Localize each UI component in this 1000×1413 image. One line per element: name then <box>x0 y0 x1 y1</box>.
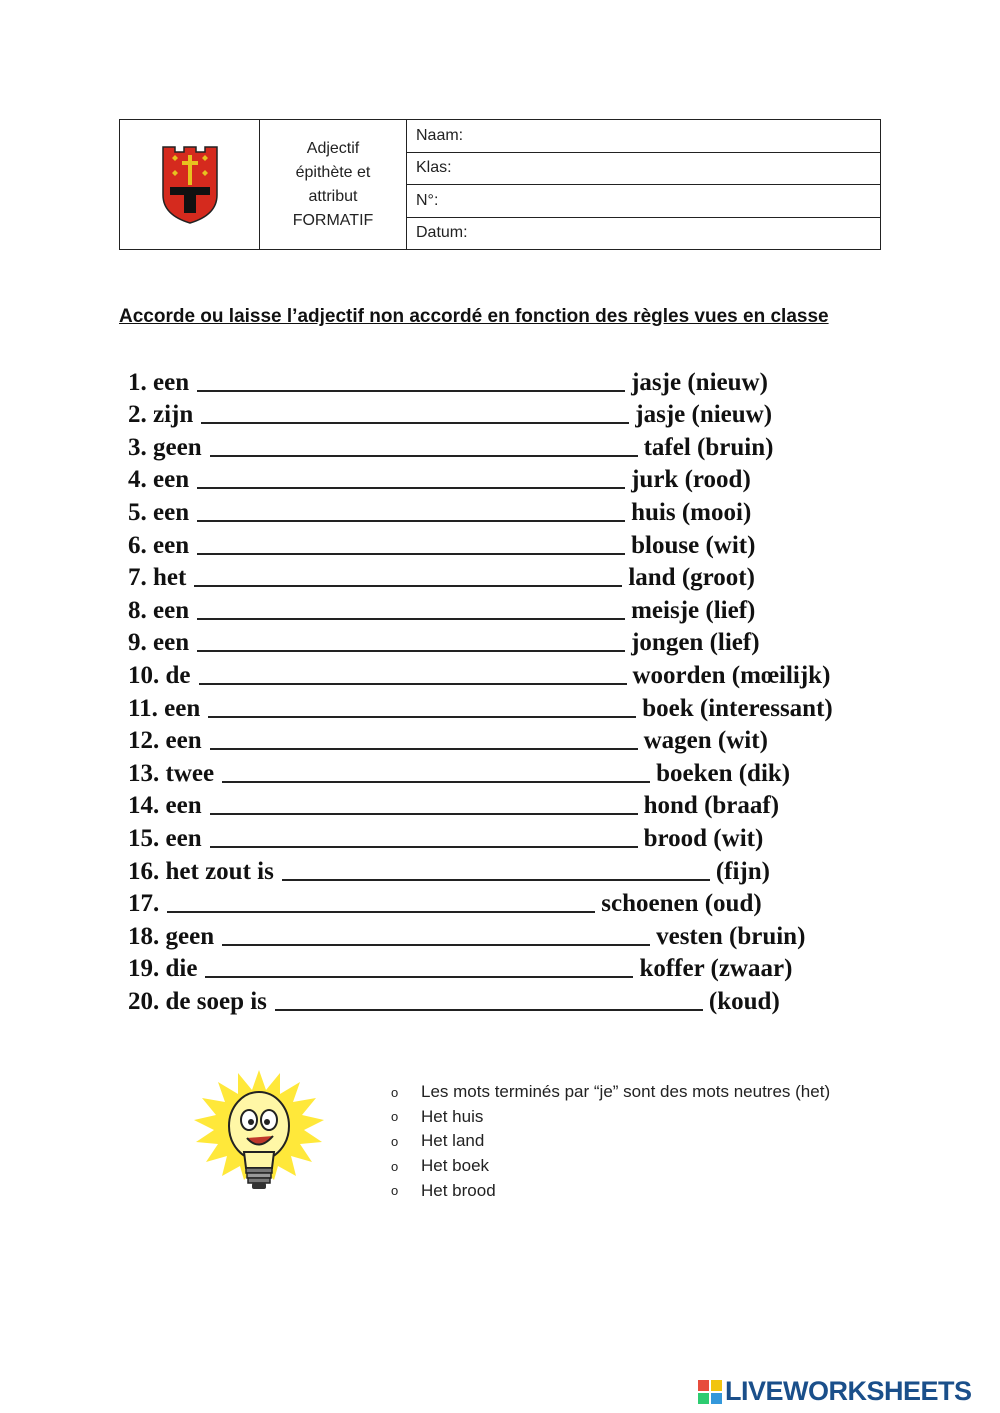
exercise-noun: meisje (lief) <box>631 596 756 624</box>
exercise-prefix: 6. een <box>128 531 190 559</box>
exercise-noun: blouse (wit) <box>631 531 756 559</box>
answer-blank[interactable] <box>222 940 650 946</box>
class-field[interactable]: Klas: <box>407 153 880 186</box>
tip-item <box>391 1154 830 1179</box>
exercise-prefix: 9. een <box>128 629 190 657</box>
exercise-row <box>128 820 888 853</box>
answer-blank[interactable] <box>199 679 627 685</box>
exercise-prefix: 2. zijn <box>128 401 194 429</box>
exercise-row <box>128 364 888 397</box>
exercise-prefix: 10. de <box>128 661 191 689</box>
answer-blank[interactable] <box>210 842 638 848</box>
answer-blank[interactable] <box>210 744 638 750</box>
exercise-prefix: 14. een <box>128 792 202 820</box>
tip-text: Het boek <box>421 1156 490 1176</box>
answer-blank[interactable] <box>197 483 625 489</box>
exercise-row <box>128 755 888 788</box>
exercise-noun: huis (mooi) <box>631 498 752 526</box>
answer-blank[interactable] <box>167 907 595 913</box>
tip-item <box>391 1178 830 1203</box>
exercise-row <box>128 592 888 625</box>
brand-text: LIVEWORKSHEETS <box>725 1376 972 1406</box>
exercise-row <box>128 853 888 886</box>
bullet: o <box>391 1158 399 1174</box>
answer-blank[interactable] <box>205 972 633 978</box>
exercise-prefix: 4. een <box>128 466 190 494</box>
liveworksheets-icon <box>697 1379 723 1405</box>
exercise-row <box>128 462 888 495</box>
exercise-prefix: 16. het zout is <box>128 857 274 885</box>
exercise-row <box>128 886 888 919</box>
exercise-noun: koffer (zwaar) <box>639 955 793 983</box>
exercise-row <box>128 983 888 1016</box>
liveworksheets-logo[interactable] <box>697 1376 972 1407</box>
exercise-prefix: 1. een <box>128 368 190 396</box>
answer-blank[interactable] <box>275 1005 703 1011</box>
exercise-noun: brood (wit) <box>643 824 764 852</box>
exercise-row <box>128 690 888 723</box>
exercise-row <box>128 723 888 756</box>
exercise-noun: vesten (bruin) <box>656 922 806 950</box>
title-line: Adjectif <box>306 139 360 157</box>
title-line: épithète et <box>295 163 371 181</box>
exercise-row <box>128 918 888 951</box>
answer-blank[interactable] <box>210 451 638 457</box>
exercise-noun: (koud) <box>708 987 780 1015</box>
school-crest-icon <box>160 143 220 227</box>
answer-blank[interactable] <box>194 581 622 587</box>
tip-text: Les mots terminés par “je” sont des mots neutres (het) <box>421 1082 831 1102</box>
header-table <box>119 119 881 250</box>
exercise-row <box>128 527 888 560</box>
exercise-noun: jasje (nieuw) <box>631 368 768 396</box>
exercise-list <box>128 364 888 1016</box>
title-line: attribut <box>308 187 358 205</box>
tips-list <box>391 1080 830 1203</box>
answer-blank[interactable] <box>282 875 710 881</box>
bullet: o <box>391 1183 399 1199</box>
name-field[interactable]: Naam: <box>407 120 880 153</box>
exercise-noun: boeken (dik) <box>656 759 791 787</box>
tip-text: Het huis <box>421 1106 484 1126</box>
exercise-prefix: 13. twee <box>128 759 215 787</box>
exercise-noun: wagen (wit) <box>643 727 768 755</box>
exercise-prefix: 19. die <box>128 955 198 983</box>
answer-blank[interactable] <box>222 777 650 783</box>
exercise-prefix: 20. de soep is <box>128 987 267 1015</box>
answer-blank[interactable] <box>197 646 625 652</box>
answer-blank[interactable] <box>197 549 625 555</box>
student-info-fields <box>407 120 880 249</box>
date-field[interactable]: Datum: <box>416 224 468 242</box>
exercise-row <box>128 397 888 430</box>
answer-blank[interactable] <box>197 516 625 522</box>
bullet: o <box>391 1084 399 1100</box>
tip-text: Het brood <box>421 1180 496 1200</box>
exercise-row <box>128 788 888 821</box>
answer-blank[interactable] <box>201 418 629 424</box>
exercise-noun: (fijn) <box>715 857 770 885</box>
title-line: FORMATIF <box>292 211 374 229</box>
exercise-row <box>128 657 888 690</box>
exercise-prefix: 18. geen <box>128 922 215 950</box>
exercise-row <box>128 429 888 462</box>
exercise-noun: boek (interessant) <box>642 694 833 722</box>
exercise-row <box>128 625 888 658</box>
number-field[interactable]: N°: <box>407 185 880 218</box>
exercise-row <box>128 951 888 984</box>
exercise-prefix: 11. een <box>128 694 201 722</box>
bullet: o <box>391 1133 399 1149</box>
lightbulb-icon <box>192 1068 326 1198</box>
exercise-noun: land (groot) <box>628 564 755 592</box>
exercise-prefix: 8. een <box>128 596 190 624</box>
worksheet-title-cell <box>260 120 407 249</box>
exercise-noun: woorden (mœilijk) <box>632 661 831 689</box>
exercise-prefix: 7. het <box>128 564 187 592</box>
exercise-noun: jurk (rood) <box>631 466 751 494</box>
answer-blank[interactable] <box>208 712 636 718</box>
exercise-prefix: 17. <box>128 890 160 918</box>
answer-blank[interactable] <box>210 809 638 815</box>
answer-blank[interactable] <box>197 386 625 392</box>
exercise-prefix: 3. geen <box>128 433 202 461</box>
exercise-row <box>128 494 888 527</box>
exercise-noun: hond (braaf) <box>643 792 780 820</box>
exercise-noun: schoenen (oud) <box>601 890 762 918</box>
tip-text: Het land <box>421 1131 485 1151</box>
exercise-noun: jasje (nieuw) <box>635 401 773 429</box>
exercise-prefix: 5. een <box>128 498 190 526</box>
instruction-heading: Accorde ou laisse l’adjectif non accordé en fonction des règles vues en classe <box>119 306 829 327</box>
tip-item <box>391 1129 830 1154</box>
bullet: o <box>391 1109 399 1125</box>
exercise-row <box>128 560 888 593</box>
answer-blank[interactable] <box>197 614 625 620</box>
exercise-prefix: 12. een <box>128 727 202 755</box>
tip-item <box>391 1080 830 1105</box>
exercise-noun: jongen (lief) <box>631 629 760 657</box>
exercise-prefix: 15. een <box>128 824 202 852</box>
exercise-noun: tafel (bruin) <box>643 433 774 461</box>
school-logo-cell <box>120 120 260 249</box>
tip-item <box>391 1105 830 1130</box>
